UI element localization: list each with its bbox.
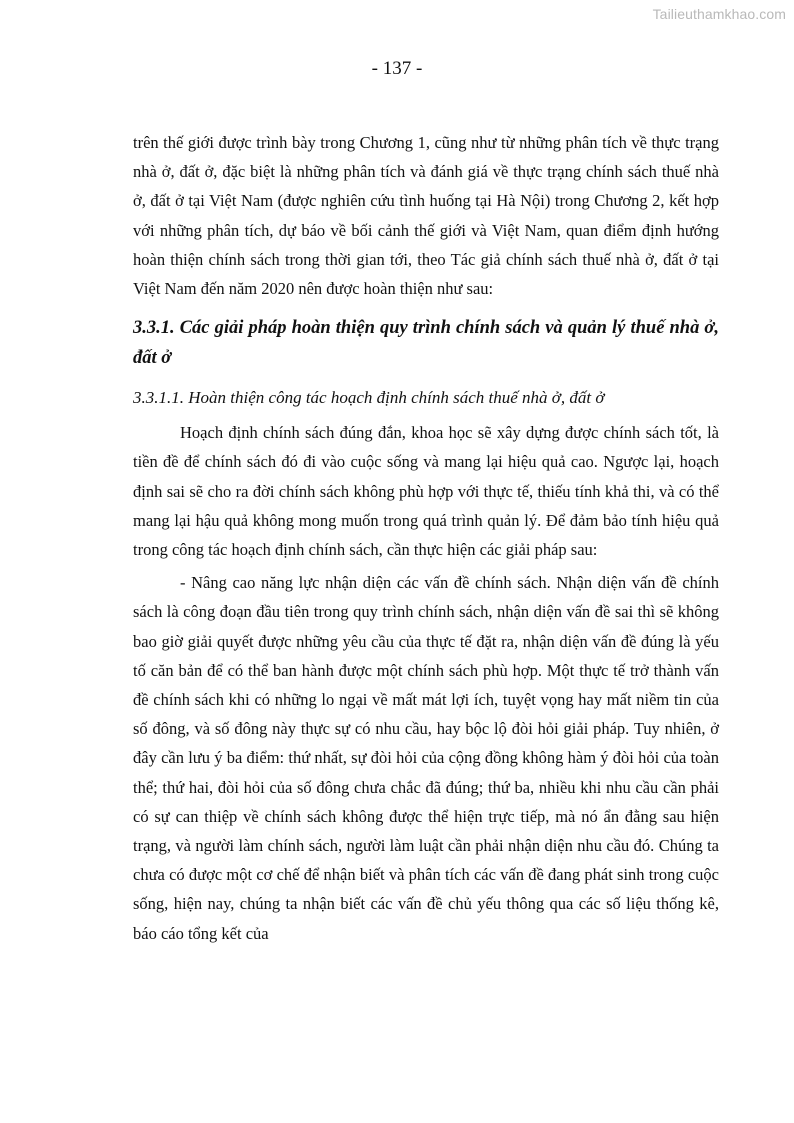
section-heading: 3.3.1. Các giải pháp hoàn thiện quy trình chính sách và quản lý thuế nhà ở, đất ở — [133, 318, 719, 369]
subsection-heading: 3.3.1.1. Hoàn thiện công tác hoạch định chính sách thuế nhà ở, đất ở — [133, 388, 605, 408]
watermark: Tailieuthamkhao.com — [652, 6, 786, 22]
paragraph-policy-planning: Hoạch định chính sách đúng đắn, khoa học sẽ xây dựng được chính sách tốt, là tiền đề để chính sách đó đi vào cuộc sống và mang lại hiệu quả cao. Ngược lại, hoạch định sai sẽ cho ra đời chính sách không phù hợp với thực tế, thiếu tính khả thi, và có thể mang lại hậu quả không mong muốn trong quá trình quản lý. Để đảm bảo tính hiệu quả trong công tác hoạch định chính sách, cần thực hiện các giải pháp sau: — [133, 423, 719, 560]
page-number: - 137 - — [371, 58, 423, 79]
document-body — [133, 128, 719, 948]
intro-paragraph: trên thế giới được trình bày trong Chương 1, cũng như từ những phân tích về thực trạng nhà ở, đất ở, đặc biệt là những phân tích và đánh giá về thực trạng chính sách thuế nhà ở, đất ở tại Việt Nam (được nghiên cứu tình huống tại Hà Nội) trong Chương 2, kết hợp với những phân tích, dự báo về bối cảnh thế giới và Việt Nam, quan điểm định hướng hoàn thiện chính sách trong thời gian tới, theo Tác giả chính sách thuế nhà ở, đất ở tại Việt Nam đến năm 2020 nên được hoàn thiện như sau: — [133, 133, 719, 299]
paragraph-identify-issues: - Nâng cao năng lực nhận diện các vấn đề chính sách. Nhận diện vấn đề chính sách là công đoạn đầu tiên trong quy trình chính sách, nhận diện vấn đề sai thì sẽ không bao giờ giải quyết được những yêu cầu của thực tế đặt ra, nhận diện vấn đề đúng là yếu tố căn bản để có thể ban hành được một chính sách phù hợp. Một thực tế trở thành vấn đề chính sách khi có những lo ngại về mất mát lợi ích, tuyệt vọng hay mất niềm tin của số đông, và số đông này thực sự có nhu cầu, hay bộc lộ đòi hỏi giải pháp. Tuy nhiên, ở đây cần lưu ý ba điểm: thứ nhất, sự đòi hỏi của cộng đồng không hàm ý đòi hỏi của toàn thể; thứ hai, đòi hỏi của số đông chưa chắc đã đúng; thứ ba, nhiều khi nhu cầu cần phải có sự can thiệp về chính sách không được thể hiện trực tiếp, mà nó ẩn đằng sau hiện trạng, và người làm chính sách, người làm luật cần phải nhận diện nhu cầu đó. Chúng ta chưa có được một cơ chế để nhận biết và phân tích các vấn đề đang phát sinh trong cuộc sống, hiện nay, chúng ta nhận biết các vấn đề chủ yếu thông qua các số liệu thống kê, báo cáo tổng kết của — [133, 573, 719, 943]
